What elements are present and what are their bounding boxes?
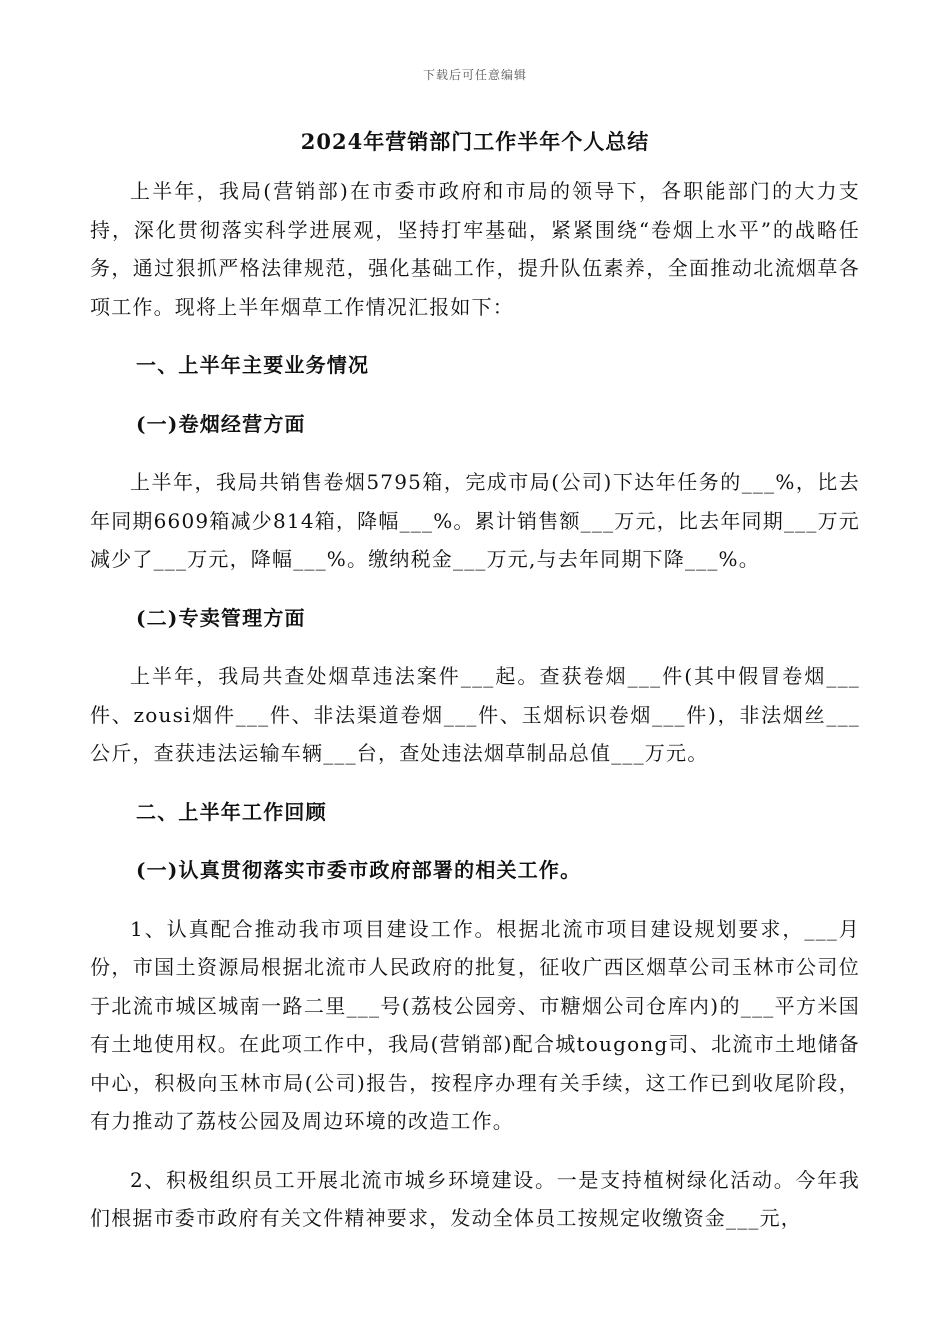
section-2-item-1-paragraph: 1、认真配合推动我市项目建设工作。根据北流市项目建设规划要求，___月份，市国土资源局根据北流市人民政府的批复，征收广西区烟草公司玉林市公司位于北流市城区城南一路二里___号(荔枝公园旁、市糖烟公司仓库内)的___平方米国有土地使用权。在此项工作中，我局(营销部)配合城tougong司、北流市土地储备中心，积极向玉林市局(公司)报告，按程序办理有关手续，这工作已到收尾阶段，有力推动了荔枝公园及周边环境的改造工作。 <box>90 916 860 1133</box>
header-note: 下载后可任意编辑 <box>422 68 527 82</box>
section-2-heading: 二、上半年工作回顾 <box>136 799 327 824</box>
section-1-sub-2-paragraph: 上半年，我局共查处烟草违法案件___起。查获卷烟___件(其中假冒卷烟___件、zousi烟件___件、非法渠道卷烟___件、玉烟标识卷烟___件)，非法烟丝___公斤，查获违法运输车辆___台，查处违法烟草制品总值___万元。 <box>90 664 860 765</box>
section-1-sub-1-heading: (一)卷烟经营方面 <box>136 411 306 436</box>
section-2-sub-1-heading: (一)认真贯彻落实市委市政府部署的相关工作。 <box>136 858 582 882</box>
section-1-sub-1-paragraph: 上半年，我局共销售卷烟5795箱，完成市局(公司)下达年任务的___%，比去年同期6609箱减少814箱，降幅___%。累计销售额___万元，比去年同期___万元减少了___万元，降幅___%。缴纳税金___万元,与去年同期下降___%。 <box>90 470 860 571</box>
intro-paragraph: 上半年，我局(营销部)在市委市政府和市局的领导下，各职能部门的大力支持，深化贯彻落实科学进展观，坚持打牢基础，紧紧围绕“卷烟上水平”的战略任务，通过狠抓严格法律规范，强化基础工作，提升队伍素养，全面推动北流烟草各项工作。现将上半年烟草工作情况汇报如下： <box>90 179 860 319</box>
section-1-heading: 一、上半年主要业务情况 <box>136 353 370 377</box>
section-1-sub-2-heading: (二)专卖管理方面 <box>136 605 306 630</box>
document-title: 2024年营销部门工作半年个人总结 <box>300 129 650 154</box>
section-2-item-2-paragraph: 2、积极组织员工开展北流市城乡环境建设。一是支持植树绿化活动。今年我们根据市委市政府有关文件精神要求，发动全体员工按规定收缴资金___元， <box>90 1167 860 1230</box>
document-body <box>90 172 860 1238</box>
